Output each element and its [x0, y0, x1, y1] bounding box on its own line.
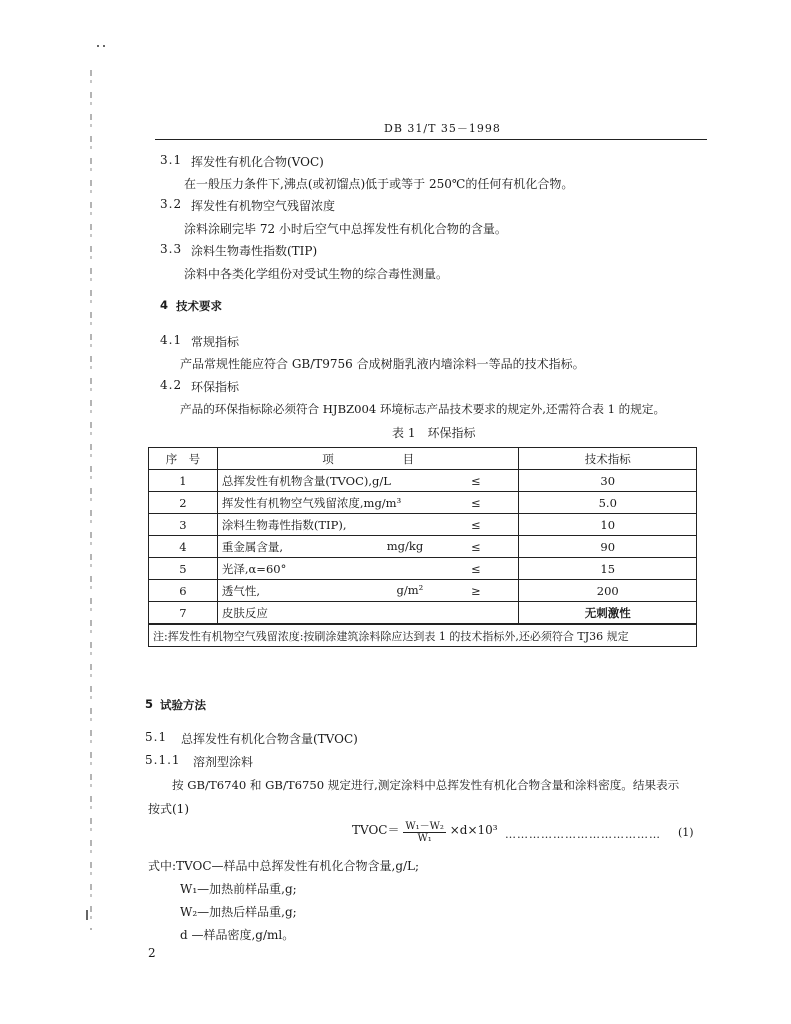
- section-body: 产品常规性能应符合 GB/T9756 合成树脂乳液内墙涂料一等品的技术指标。: [180, 357, 585, 371]
- formula-legend-item: W₁—加热前样品重,g;: [180, 882, 297, 896]
- row-symbol: ≥: [433, 580, 519, 602]
- header-item: 项 目: [217, 448, 519, 470]
- document-code: DB 31/T 35－1998: [384, 122, 501, 135]
- equation-number: (1): [678, 826, 694, 839]
- section-number: 3.2: [160, 197, 183, 211]
- row-seq: 1: [149, 470, 218, 492]
- row-symbol: ≤: [433, 470, 519, 492]
- section-number: 4.2: [160, 378, 183, 392]
- table-row: [149, 492, 697, 514]
- section-body: 按 GB/T6740 和 GB/T6750 规定进行,测定涂料中总挥发性有机化合物含量和涂料密度。结果表示: [172, 778, 680, 792]
- section-number: 5.1.1: [145, 753, 181, 767]
- scan-margin-edge: [90, 70, 92, 930]
- row-value: 90: [519, 536, 697, 558]
- row-symbol: ≤: [433, 536, 519, 558]
- section-title: 挥发性有机物空气残留浓度: [191, 199, 336, 213]
- formula-legend-item: d —样品密度,g/ml。: [180, 928, 295, 942]
- row-value: 5.0: [519, 492, 697, 514]
- row-item: 光泽,α=60°: [221, 561, 287, 576]
- row-item: 挥发性有机物空气残留浓度,mg/m³: [221, 495, 402, 510]
- environmental-index-table: [148, 447, 697, 647]
- section-heading: 试验方法: [160, 698, 206, 712]
- row-seq: 2: [149, 492, 218, 514]
- section-heading: 技术要求: [176, 299, 222, 313]
- table-note: 注:挥发性有机物空气残留浓度:按刷涂建筑涂料除应达到表 1 的技术指标外,还必须符合 TJ36 规定: [149, 624, 697, 647]
- section-title: 挥发性有机化合物(VOC): [191, 155, 324, 169]
- tvoc-formula: [352, 817, 498, 847]
- row-value: 30: [519, 470, 697, 492]
- table-row: [149, 558, 697, 580]
- scan-speck: [97, 45, 99, 47]
- row-symbol: ≤: [433, 558, 519, 580]
- table-row: [149, 514, 697, 536]
- formula-legend-item: W₂—加热后样品重,g;: [180, 905, 297, 919]
- section-body: 涂料涂刷完毕 72 小时后空气中总挥发性有机化合物的含量。: [184, 222, 507, 236]
- row-value: 200: [519, 580, 697, 602]
- table-row: [149, 602, 697, 625]
- section-number: 5: [145, 697, 154, 711]
- row-value: 10: [519, 514, 697, 536]
- formula-leader-dots: …………………………………: [505, 828, 661, 841]
- section-number: 4.1: [160, 333, 183, 347]
- row-seq: 7: [149, 602, 218, 625]
- section-number: 5.1: [145, 730, 168, 744]
- scan-speck: [86, 910, 88, 920]
- table-caption: 表 1 环保指标: [392, 426, 476, 440]
- table-note-row: [149, 624, 697, 647]
- scan-speck: [103, 45, 105, 47]
- row-item: 透气性,: [221, 583, 261, 598]
- section-title: 环保指标: [191, 380, 240, 394]
- row-value: 无刺激性: [519, 602, 697, 625]
- row-value: 15: [519, 558, 697, 580]
- row-seq: 6: [149, 580, 218, 602]
- section-body: 涂料中各类化学组份对受试生物的综合毒性测量。: [184, 267, 449, 281]
- section-body-cont: 按式(1): [148, 802, 189, 816]
- table-header-row: [149, 448, 697, 470]
- formula-denominator: W₁: [417, 833, 432, 844]
- row-symbol: ≤: [433, 514, 519, 536]
- formula-fraction: [403, 817, 446, 844]
- table-row: [149, 580, 697, 602]
- row-seq: 5: [149, 558, 218, 580]
- row-item: 总挥发性有机物含量(TVOC),g/L: [221, 473, 391, 488]
- formula-legend-intro: 式中:TVOC—样品中总挥发性有机化合物含量,g/L;: [148, 859, 420, 873]
- section-title: 溶剂型涂料: [193, 755, 254, 769]
- header-seq: 序 号: [149, 448, 218, 470]
- row-symbol: ≤: [433, 492, 519, 514]
- formula-lhs: TVOC＝: [352, 823, 400, 837]
- section-number: 3.3: [160, 242, 183, 256]
- row-item: 皮肤反应: [221, 605, 268, 620]
- table-row: [149, 536, 697, 558]
- row-seq: 3: [149, 514, 218, 536]
- section-body: 产品的环保指标除必须符合 HJBZ004 环境标志产品技术要求的规定外,还需符合表 1 的规定。: [180, 402, 666, 416]
- section-title: 涂料生物毒性指数(TIP): [191, 244, 318, 258]
- section-number: 3.1: [160, 153, 183, 167]
- row-unit: mg/kg: [386, 538, 424, 553]
- row-symbol: [433, 602, 519, 625]
- header-rule: [155, 139, 707, 140]
- table-row: [149, 470, 697, 492]
- formula-numerator: W₁－W₂: [403, 817, 446, 833]
- section-body: 在一般压力条件下,沸点(或初馏点)低于或等于 250℃的任何有机化合物。: [184, 177, 574, 191]
- page-number: 2: [148, 946, 156, 960]
- section-title: 总挥发性有机化合物含量(TVOC): [181, 732, 358, 746]
- row-seq: 4: [149, 536, 218, 558]
- section-number: 4: [160, 298, 169, 312]
- header-spec: 技术指标: [519, 448, 697, 470]
- row-item: 涂料生物毒性指数(TIP),: [221, 517, 347, 532]
- row-unit: g/m²: [396, 582, 424, 597]
- row-item: 重金属含量,: [221, 539, 284, 554]
- formula-rhs: ×d×10³: [449, 823, 498, 837]
- section-title: 常规指标: [191, 335, 240, 349]
